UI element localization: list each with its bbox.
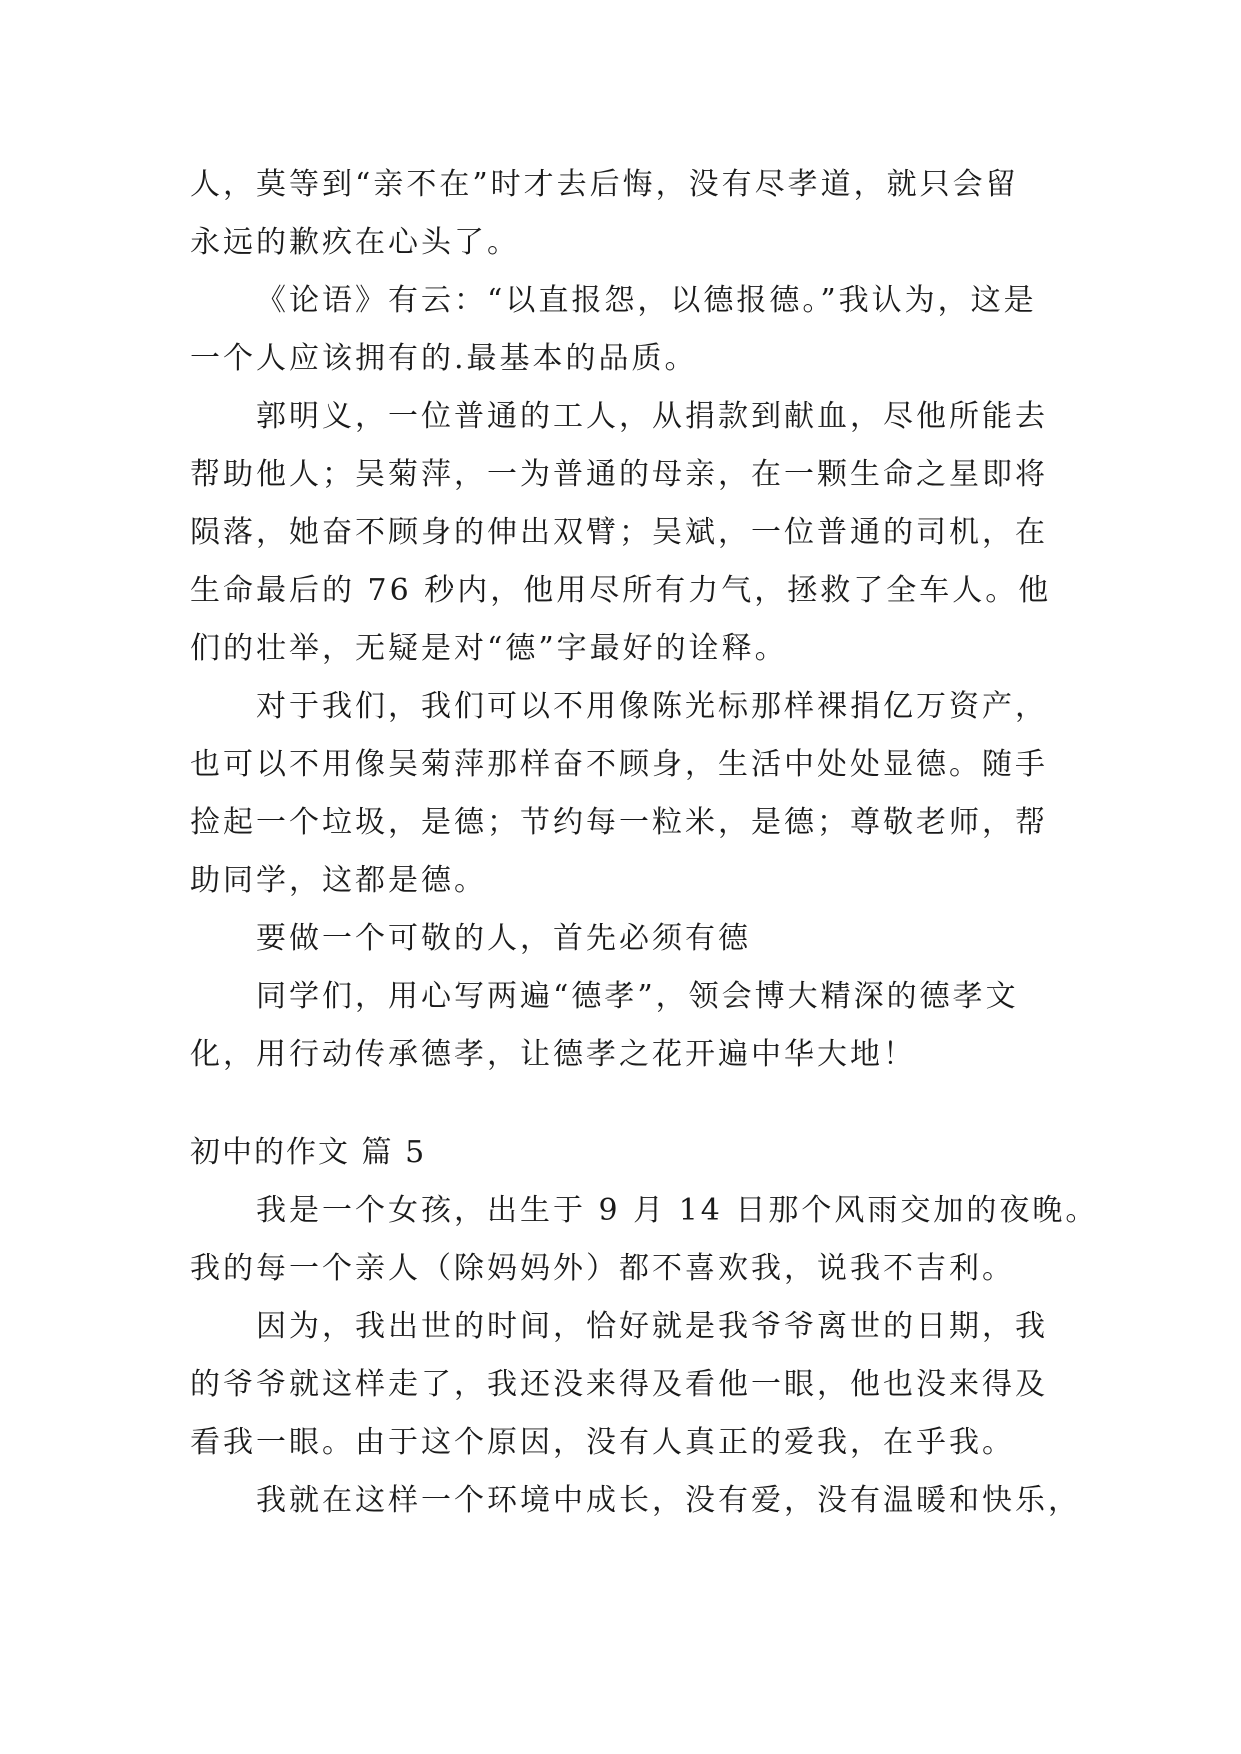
paragraph (190, 968, 1070, 1084)
text-line: 对于我们，我们可以不用像陈光标那样裸捐亿万资产， (256, 689, 1048, 724)
text-line: 陨落，她奋不顾身的伸出双臂；吴斌，一位普通的司机，在 (190, 515, 1048, 550)
text-line: 人，莫等到“亲不在”时才去后悔，没有尽孝道，就只会留 (190, 167, 1019, 202)
text-line: 因为，我出世的时间，恰好就是我爷爷离世的日期，我 (256, 1309, 1048, 1344)
paragraph (190, 678, 1070, 910)
section-heading: 初中的作文 篇 5 (190, 1135, 427, 1170)
text-line: 也可以不用像吴菊萍那样奋不顾身，生活中处处显德。随手 (190, 747, 1048, 782)
text-line: 助同学，这都是德。 (190, 863, 487, 898)
paragraph (190, 1182, 1099, 1298)
text-line: 化，用行动传承德孝，让德孝之花开遍中华大地！ (190, 1037, 916, 1072)
paragraph (190, 388, 1070, 678)
text-line: 永远的歉疚在心头了。 (190, 225, 520, 260)
text-line: 我就在这样一个环境中成长，没有爱，没有温暖和快乐， (256, 1483, 1081, 1518)
text-line: 的爷爷就这样走了，我还没来得及看他一眼，他也没来得及 (190, 1367, 1048, 1402)
paragraph (190, 1298, 1070, 1472)
text-line: 帮助他人；吴菊萍，一为普通的母亲，在一颗生命之星即将 (190, 457, 1048, 492)
paragraph (190, 910, 1070, 968)
text-line: 一个人应该拥有的.最基本的品质。 (190, 341, 698, 376)
text-line: 我的每一个亲人（除妈妈外）都不喜欢我，说我不吉利。 (190, 1251, 1015, 1286)
essay-section-5 (190, 1182, 1099, 1530)
document-body (190, 156, 1099, 1530)
text-line: 同学们，用心写两遍“德孝”，领会博大精深的德孝文 (256, 979, 1019, 1014)
paragraph (190, 272, 1070, 388)
text-line: 生命最后的 76 秒内，他用尽所有力气，拯救了全车人。他 (190, 573, 1052, 608)
text-line: 看我一眼。由于这个原因，没有人真正的爱我，在乎我。 (190, 1425, 1015, 1460)
essay-section-previous (190, 156, 1070, 1084)
text-line: 们的壮举，无疑是对“德”字最好的诠释。 (190, 631, 788, 666)
paragraph (190, 156, 1070, 272)
paragraph (190, 1472, 1081, 1530)
text-line: 捡起一个垃圾，是德；节约每一粒米，是德；尊敬老师，帮 (190, 805, 1048, 840)
text-line: 《论语》有云：“以直报怨，以德报德。”我认为，这是 (256, 283, 1037, 318)
text-line: 郭明义，一位普通的工人，从捐款到献血，尽他所能去 (256, 399, 1048, 434)
text-line: 我是一个女孩，出生于 9 月 14 日那个风雨交加的夜晚。 (256, 1193, 1099, 1228)
text-line: 要做一个可敬的人，首先必须有德 (256, 921, 751, 956)
